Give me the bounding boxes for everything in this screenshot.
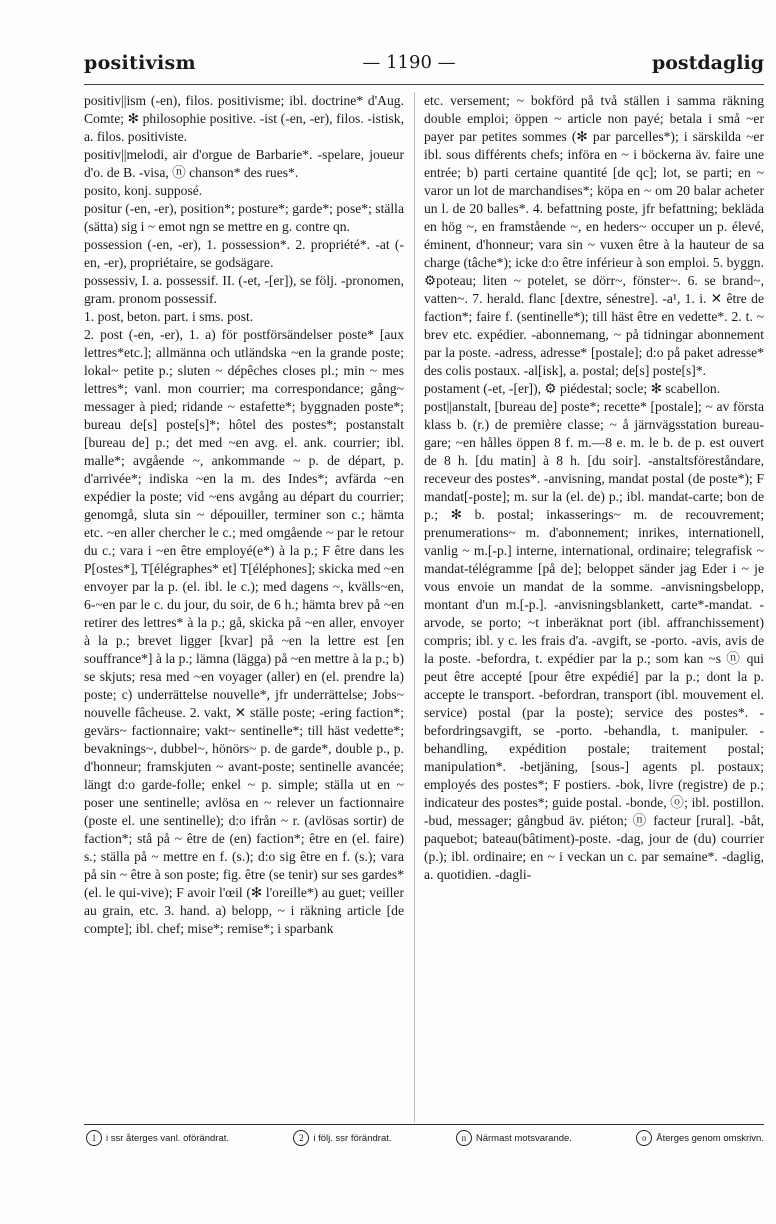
footnote-1-text: i ssr återges vanl. oförändrat. <box>106 1132 230 1144</box>
entry-postament: postament (-et, -[er]), ⚙ piédestal; socle; ✻ scabellon. <box>424 381 721 396</box>
entry-post-2: 2. post (-en, -er), 1. a) för postförsändelser poste* [aux lettres*etc.]; allmänna och utländska ~en la grande poste; lokal~ petite p.; sluten ~ dépêches closes pl.; min ~ mes lettres*; vanl. mon courrier; ma correspondance; gång~ messager à pied; ridande ~ estafette*; byggnaden poste*; bureau de[s] poste[s]*; hôtel des postes*; postanstalt [bureau de] p.; det med ~en avg. el. ank. courrier; ibl. malle*; avgående ~, ankommande ~ p. de départ, p. d'arrivée*; indiska ~en la m. des Indes*; avfärda ~en expédier la poste; vid ~ens avgång au départ du courrier; genomgå, sluta sin ~ dépouiller, terminer son c.; hämta etc. ~en aller chercher le c.; med omgående ~ par le retour du c.; vara i ~en être employé(e*) à la p.; F être dans les P[ostes*], T[élégraphes* et] T[éléphones]; skicka med ~en envoyer par la p. (el. ibl. le c.); med dagens ~, kvälls~en, 6-~en par le c. du jour, du soir, de 6 h.; hämta brev på ~en retirer des lettres* à la p.; gå, skicka på ~en aller, envoyer à la p.; brevet ligger [kvar] på ~en la lettre est [en souffrance*] à la p.; lämna (lägga) på ~en mettre à la p.; b) se skjuts; resa med ~en voyager (aller) en (el. prendre la) poste; c) underrättelse nouvelle*, jfr underrättelse; Jobs~ nouvelle fâcheuse. 2. vakt, ✕ ställe poste; -ering faction*; gevärs~ factionnaire; vakt~ sentinelle*; till häst vedette*; bevaknings~, dubbel~, hönörs~ p. de garde*, double p., p. d'honneur; framskjuten ~ avant-poste; sentinelle avancée; längt d:o garde-folle; enkel ~ p. simple; ställa ut en ~ poser une sentinelle; avlösa en ~ relever un factionnaire (poste el. une sentinelle); d:o ifrån ~ r. (avlösas sortir) de faction*; stå på ~ être de (en) faction*; être en (el. faire) s.; ställa på ~ mettre en f. (s.); d:o sig être en f. (s.); vara på sin ~ être à son poste; fig. être (se tenir) sur ses gardes* (el. le qui-vive); F avoir l'œil (✻ l'oreille*) au guet; veiller au grain, etc. 3. hand. a) belopp, ~ i räkning article [de compte]; ibl. chef; mise*; remise*; i sparbank <box>84 327 404 936</box>
entry-positivism: positiv||ism (-en), filos. positivisme; ibl. doctrine* d'Aug. Comte; ✻ philosophie positive. -ist (-en, -er), filos. -istisk, a. filos. positiviste. <box>84 93 404 144</box>
circled-2-icon: 2 <box>293 1130 309 1146</box>
page-header <box>84 52 764 78</box>
footnote-2 <box>293 1128 391 1148</box>
column-divider <box>414 92 415 1122</box>
left-headword: positivism <box>84 52 196 74</box>
entry-postanstalt: post||anstalt, [bureau de] poste*; recette* [postale]; ~ av första klass b. (r.) de première classe; ~ å järnvägsstation bureau-gare; ~en hålles öppen 8 f. m.—8 e. m. le b. de p. est ouvert de 8 h. [du matin] à 8 h. [du soir]. -anstaltsföreståndare, receveur des postes*. -anvisning, mandat postal (de poste*); F mandat[-poste]; m. sur la (el. de) p.; ibl. mandat-carte; bon de p.; ✻ b. postal; inkasserings~ m. de recouvrement; prenumerations~ m. d'abonnement; inrikes, internationell, vanlig ~ m.[-p.] interne, international, ordinaire; telegrafisk ~ mandat-télégramme [på de]; beloppet sänder jag Eder i ~ je vous envoie un mandat de la somme. -anvisningsbelopp, montant d'un m.[-p.]. -anvisningsblankett, carte*-mandat. -arvode, se porto; ~t inberäknat port (ibl. affranchissement) compris; ibl. y c. les frais d'a. -avgift, se -porto. -avis, avis de la poste. -befordra, t. expédier par la p.; som kan ~s ⓝ qui peut être accepté [pour être expédié] par la p.; dont la p. accepte le transport. -befordran, transport (ibl. mouvement el. service) postal (par la poste); service des postes*. -befordringsavgift, se -porto. -behandla, t. manipuler. -behandling, expédition postale; traitement postal; manipulation*. -betjäning, [sous-] agents pl. postaux; employés des postes*; F postiers. -bok, livre (registre) de p.; indicateur des postes*; guide postal. -bonde, ⓞ; ibl. postillon. -bud, messager; gångbud äv. piéton; ⓝ facteur [rural]. -båt, paquebot; bateau(bâtiment)-poste. -dag, jour de (du) courrier (p.); ibl. ordinaire; en ~ i veckan un c. par semaine*. -daglig, a. quotidien. -dagli- <box>424 399 764 882</box>
footnote-1 <box>86 1128 229 1148</box>
page-number: — 1190 — <box>362 52 456 73</box>
footer-rule <box>84 1124 764 1125</box>
entry-posito: posito, konj. supposé. <box>84 183 203 198</box>
footnote-n <box>456 1128 572 1148</box>
footnote-n-text: Närmast motsvarande. <box>475 1132 572 1144</box>
footnote-o-text: Återges genom omskrivn. <box>656 1132 764 1144</box>
circled-n-icon: n <box>456 1130 472 1146</box>
right-headword: postdaglig <box>651 52 764 74</box>
circled-o-icon: o <box>636 1130 652 1146</box>
entry-possession: possession (-en, -er), 1. possession*. 2. propriété*. -at (-en, -er), propriétaire, se godsägare. <box>84 237 404 270</box>
footnote-2-text: i följ. ssr förändrat. <box>313 1132 392 1144</box>
entry-positivmelodi: positiv||melodi, air d'orgue de Barbarie*. -spelare, joueur d'o. de B. -visa, ⓝ chanson* des rues*. <box>84 147 404 180</box>
circled-1-icon: 1 <box>86 1130 102 1146</box>
footnote-legend <box>86 1128 764 1148</box>
footnote-o <box>636 1128 764 1148</box>
entry-positur: positur (-en, -er), position*; posture*; garde*; pose*; ställa (sätta) sig i ~ emot ngn se mettre en g. contre qn. <box>84 201 404 234</box>
entry-post-1: 1. post, beton. part. i sms. post. <box>84 309 254 324</box>
entry-post-2-continued: etc. versement; ~ bokförd på två ställen i samma räkning double emploi; öppen ~ article non payé; betala i små ~er payer par petites sommes (✻ par parcelles*); i särskilda ~er ibl. sous différents chefs; införa en ~ i böckerna äv. faire une entrée; b) parti certaine quantité [de qc]; lot, se parti; en ~ varor un lot de marchandises*; köpa en ~ om 20 balar acheter un l. de 20 balles*. 4. befattning poste, jfr befattning; bekläda en hög ~, en framstående ~, en heders~ occuper un p. élevé, éminent, d'honneur; vara sin ~ vuxen être à la hauteur de sa charge (tâche*); icke d:o être inférieur à son emploi. 5. byggn. ⚙poteau; liten ~ potelet, se dörr~, fönster~. 6. se brand~, vatten~. 7. herald. flanc [dextre, sénestre]. -a¹, 1. i. ✕ être de faction*; faire f. (sentinelle*); till häst être en vedette*. 2. t. ~ brev etc. expédier. -abonnemang, ~ på tidningar abonnement par la poste. -adress, adresse* [postale]; d:o på paket adresse* des colis postaux. -al[isk], a. postal; de[s] poste[s]*. <box>424 93 764 378</box>
header-rule <box>84 84 764 85</box>
left-column <box>84 92 404 1122</box>
entry-possessiv: possessiv, I. a. possessif. II. (-et, -[er]), se följ. -pronomen, gram. pronom possessif. <box>84 273 404 306</box>
right-column <box>424 92 764 1122</box>
